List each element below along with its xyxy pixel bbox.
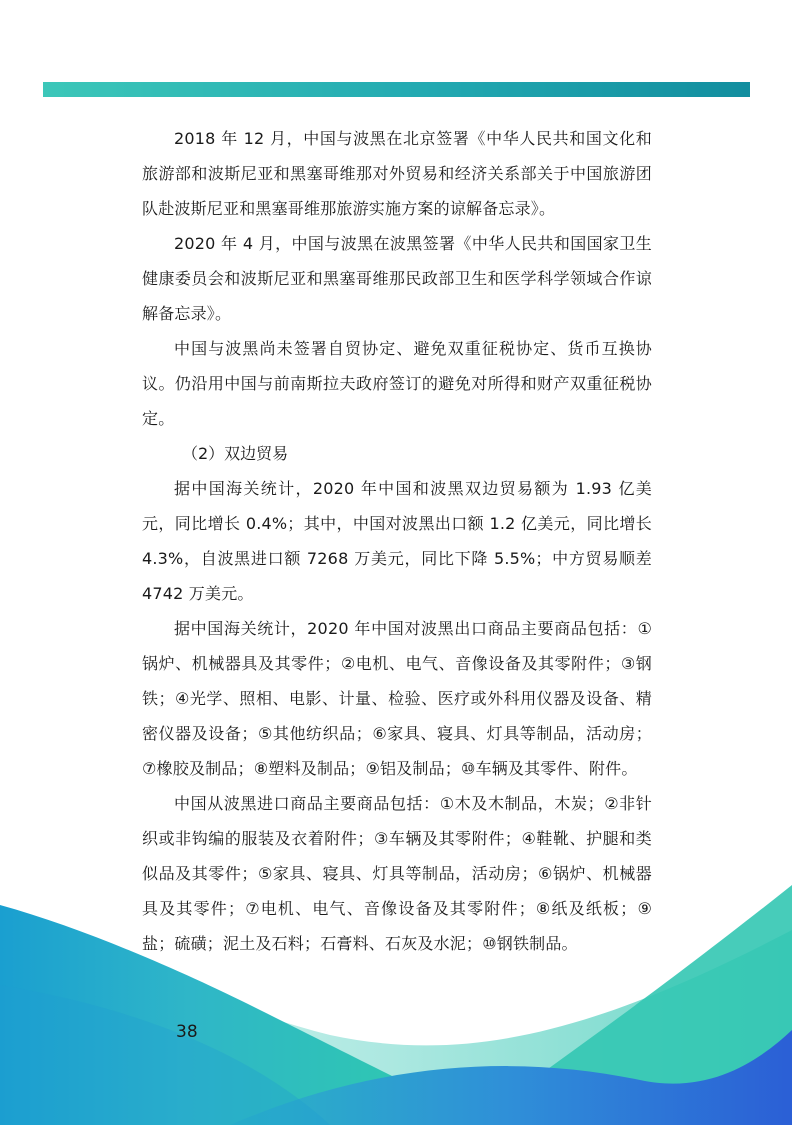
page-body bbox=[142, 121, 652, 961]
section-subheading: （2）双边贸易 bbox=[182, 444, 289, 463]
paragraph-health-mou: 2020 年 4 月，中国与波黑在波黑签署《中华人民共和国国家卫生健康委员会和波斯尼亚和黑塞哥维那民政部卫生和医学科学领域合作谅解备忘录》。 bbox=[142, 234, 652, 323]
paragraph-import-goods: 中国从波黑进口商品主要商品包括：①木及木制品，木炭；②非针织或非钩编的服装及衣着附件；③车辆及其零附件；④鞋靴、护腿和类似品及其零件；⑤家具、寝具、灯具等制品，活动房；⑥锅炉、机械器具及其零件；⑦电机、电气、音像设备及其零附件；⑧纸及纸板；⑨盐；硫磺；泥土及石料；石膏料、石灰及水泥；⑩钢铁制品。 bbox=[142, 794, 652, 953]
page-number: 38 bbox=[176, 1022, 198, 1042]
paragraph-trade-volume: 据中国海关统计，2020 年中国和波黑双边贸易额为 1.93 亿美元，同比增长 0.4%；其中，中国对波黑出口额 1.2 亿美元，同比增长 4.3%，自波黑进口额 7268 万美元，同比下降 5.5%；中方贸易顺差 4742 万美元。 bbox=[142, 479, 652, 603]
paragraph-export-goods: 据中国海关统计，2020 年中国对波黑出口商品主要商品包括：①锅炉、机械器具及其零件；②电机、电气、音像设备及其零附件；③钢铁；④光学、照相、电影、计量、检验、医疗或外科用仪器及设备、精密仪器及设备；⑤其他纺织品；⑥家具、寝具、灯具等制品，活动房；⑦橡胶及制品；⑧塑料及制品；⑨铝及制品；⑩车辆及其零件、附件。 bbox=[142, 619, 652, 778]
paragraph-culture-tourism-mou: 2018 年 12 月，中国与波黑在北京签署《中华人民共和国文化和旅游部和波斯尼亚和黑塞哥维那对外贸易和经济关系部关于中国旅游团队赴波斯尼亚和黑塞哥维那旅游实施方案的谅解备忘录》。 bbox=[142, 129, 652, 218]
paragraph-agreements: 中国与波黑尚未签署自贸协定、避免双重征税协定、货币互换协议。仍沿用中国与前南斯拉夫政府签订的避免对所得和财产双重征税协定。 bbox=[142, 339, 652, 428]
